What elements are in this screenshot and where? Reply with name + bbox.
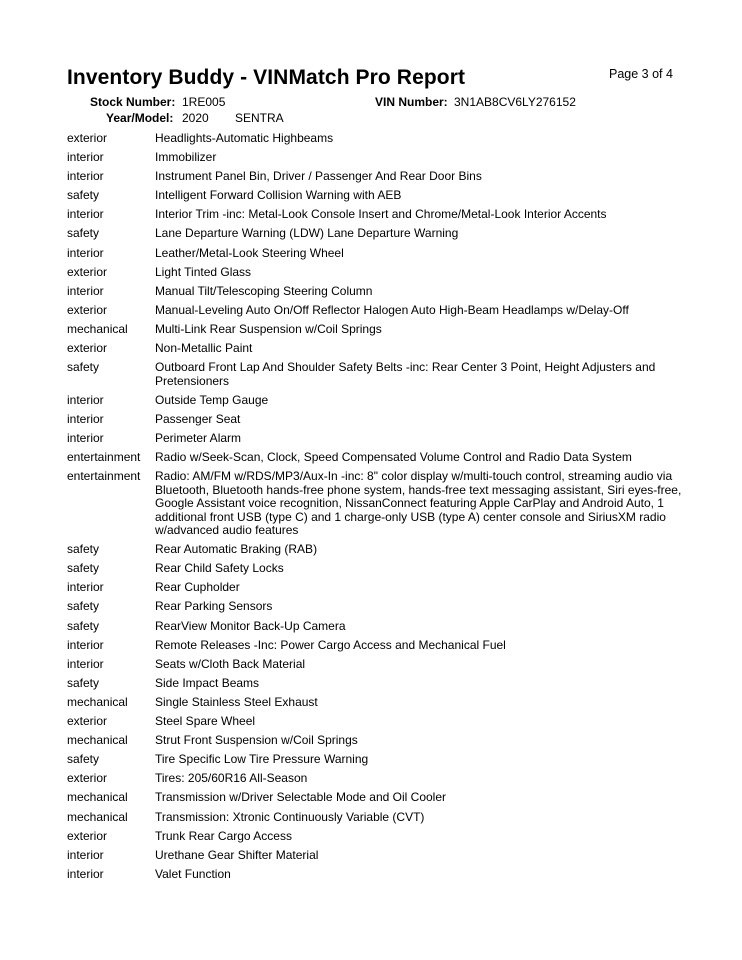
feature-description: Rear Child Safety Locks [155, 561, 284, 576]
feature-row [67, 413, 687, 427]
feature-row [67, 600, 687, 614]
feature-description: Perimeter Alarm [155, 430, 242, 445]
feature-category: interior [67, 245, 104, 260]
model-value: SENTRA [235, 111, 284, 125]
stock-number-value: 1RE005 [182, 95, 226, 109]
feature-row [67, 562, 687, 576]
feature-category: exterior [67, 131, 108, 145]
feature-list [67, 132, 687, 887]
feature-category: exterior [67, 828, 108, 843]
feature-category: exterior [67, 771, 108, 786]
feature-description: Interior Trim -inc: Metal-Look Console Insert and Chrome/Metal-Look Interior Accents [155, 207, 607, 222]
feature-category: interior [67, 207, 104, 222]
feature-row [67, 170, 687, 184]
feature-description: Transmission: Xtronic Continuously Variable (CVT) [155, 809, 425, 824]
feature-row [67, 772, 687, 786]
feature-category: interior [67, 392, 104, 407]
feature-category: mechanical [67, 809, 128, 824]
feature-row [67, 677, 687, 691]
feature-description: Radio: AM/FM w/RDS/MP3/Aux-In -inc: 8" color display w/multi-touch control, streaming audio via Bluetooth, Bluetooth hands-free phone system, hands-free text messaging assistant, Siri eyes-free, Google Assistant voice recognition, NissanConnect featuring Apple CarPlay and Android Auto, 1 additional front USB (type C) and 1 charge-only USB (type A) center console and SiriusXM radio w/advanced audio features [155, 469, 682, 538]
feature-row [67, 432, 687, 446]
feature-row [67, 132, 687, 146]
feature-row [67, 830, 687, 844]
feature-row [67, 715, 687, 729]
feature-category: interior [67, 169, 104, 184]
feature-row [67, 189, 687, 203]
feature-description: Tires: 205/60R16 All-Season [155, 771, 308, 786]
feature-description: Immobilizer [155, 150, 217, 165]
feature-category: mechanical [67, 733, 128, 748]
feature-description: Lane Departure Warning (LDW) Lane Departure Warning [155, 226, 459, 241]
feature-row [67, 849, 687, 863]
feature-row [67, 247, 687, 261]
feature-row [67, 791, 687, 805]
year-model-label: Year/Model: [106, 111, 174, 125]
feature-row [67, 342, 687, 356]
feature-row [67, 151, 687, 165]
feature-description: Rear Automatic Braking (RAB) [155, 542, 318, 557]
feature-row [67, 470, 687, 538]
feature-description: Headlights-Automatic Highbeams [155, 131, 334, 145]
feature-description: Tire Specific Low Tire Pressure Warning [155, 752, 369, 767]
feature-row [67, 285, 687, 299]
feature-description: Single Stainless Steel Exhaust [155, 694, 318, 709]
page-number: Page 3 of 4 [609, 67, 673, 81]
feature-description: Strut Front Suspension w/Coil Springs [155, 733, 358, 748]
feature-category: safety [67, 561, 100, 576]
feature-row [67, 868, 687, 882]
feature-row [67, 304, 687, 318]
feature-category: entertainment [67, 450, 141, 464]
feature-description: Side Impact Beams [155, 675, 260, 690]
feature-row [67, 266, 687, 280]
feature-description: Radio w/Seek-Scan, Clock, Speed Compensated Volume Control and Radio Data System [155, 450, 632, 464]
feature-description: Intelligent Forward Collision Warning with AEB [155, 188, 402, 203]
feature-description: Trunk Rear Cargo Access [155, 828, 292, 843]
feature-category: interior [67, 580, 104, 595]
feature-description: Steel Spare Wheel [155, 714, 256, 729]
report-title: Inventory Buddy - VINMatch Pro Report [67, 66, 466, 89]
feature-description: RearView Monitor Back-Up Camera [155, 618, 346, 633]
feature-category: safety [67, 752, 100, 767]
feature-category: mechanical [67, 321, 128, 336]
feature-row [67, 734, 687, 748]
feature-description: Manual Tilt/Telescoping Steering Column [155, 283, 373, 298]
feature-description: Passenger Seat [155, 411, 241, 426]
feature-description: Remote Releases -Inc: Power Cargo Access and Mechanical Fuel [155, 637, 506, 652]
feature-description: Valet Function [155, 866, 231, 881]
feature-description: Urethane Gear Shifter Material [155, 847, 319, 862]
feature-category: entertainment [67, 469, 141, 484]
feature-category: exterior [67, 264, 108, 279]
feature-category: interior [67, 637, 104, 652]
feature-category: safety [67, 675, 100, 690]
feature-category: exterior [67, 341, 108, 356]
feature-row [67, 394, 687, 408]
feature-category: interior [67, 411, 104, 426]
feature-category: safety [67, 599, 100, 614]
feature-row [67, 753, 687, 767]
feature-row [67, 227, 687, 241]
feature-row [67, 696, 687, 710]
feature-description: Instrument Panel Bin, Driver / Passenger And Rear Door Bins [155, 169, 482, 184]
feature-category: mechanical [67, 694, 128, 709]
feature-category: interior [67, 150, 104, 165]
feature-category: safety [67, 226, 100, 241]
feature-row [67, 323, 687, 337]
vin-number-value: 3N1AB8CV6LY276152 [454, 95, 576, 109]
feature-row [67, 543, 687, 557]
feature-category: safety [67, 360, 100, 375]
feature-category: safety [67, 188, 100, 203]
feature-category: interior [67, 656, 104, 671]
feature-description: Rear Cupholder [155, 580, 240, 595]
feature-category: interior [67, 430, 104, 445]
feature-description: Seats w/Cloth Back Material [155, 656, 306, 671]
feature-category: interior [67, 847, 104, 862]
feature-row [67, 361, 687, 388]
feature-category: safety [67, 618, 100, 633]
feature-row [67, 658, 687, 672]
feature-category: safety [67, 542, 100, 557]
feature-description: Non-Metallic Paint [155, 341, 253, 356]
stock-number-label: Stock Number: [90, 95, 176, 109]
feature-description: Outboard Front Lap And Shoulder Safety Belts -inc: Rear Center 3 Point, Height Adjusters and Pretensioners [155, 360, 656, 388]
feature-description: Rear Parking Sensors [155, 599, 273, 614]
feature-category: exterior [67, 302, 108, 317]
feature-row [67, 208, 687, 222]
feature-row [67, 581, 687, 595]
feature-description: Manual-Leveling Auto On/Off Reflector Halogen Auto High-Beam Headlamps w/Delay-Off [155, 302, 629, 317]
feature-category: mechanical [67, 790, 128, 805]
feature-description: Multi-Link Rear Suspension w/Coil Springs [155, 321, 382, 336]
vin-number-label: VIN Number: [375, 95, 448, 109]
feature-description: Light Tinted Glass [155, 264, 252, 279]
feature-row [67, 639, 687, 653]
feature-description: Leather/Metal-Look Steering Wheel [155, 245, 344, 260]
feature-description: Transmission w/Driver Selectable Mode and Oil Cooler [155, 790, 446, 805]
feature-category: interior [67, 283, 104, 298]
feature-category: interior [67, 866, 104, 881]
feature-category: exterior [67, 714, 108, 729]
year-value: 2020 [182, 111, 209, 125]
feature-row [67, 451, 687, 465]
feature-description: Outside Temp Gauge [155, 392, 269, 407]
feature-row [67, 811, 687, 825]
feature-row [67, 620, 687, 634]
